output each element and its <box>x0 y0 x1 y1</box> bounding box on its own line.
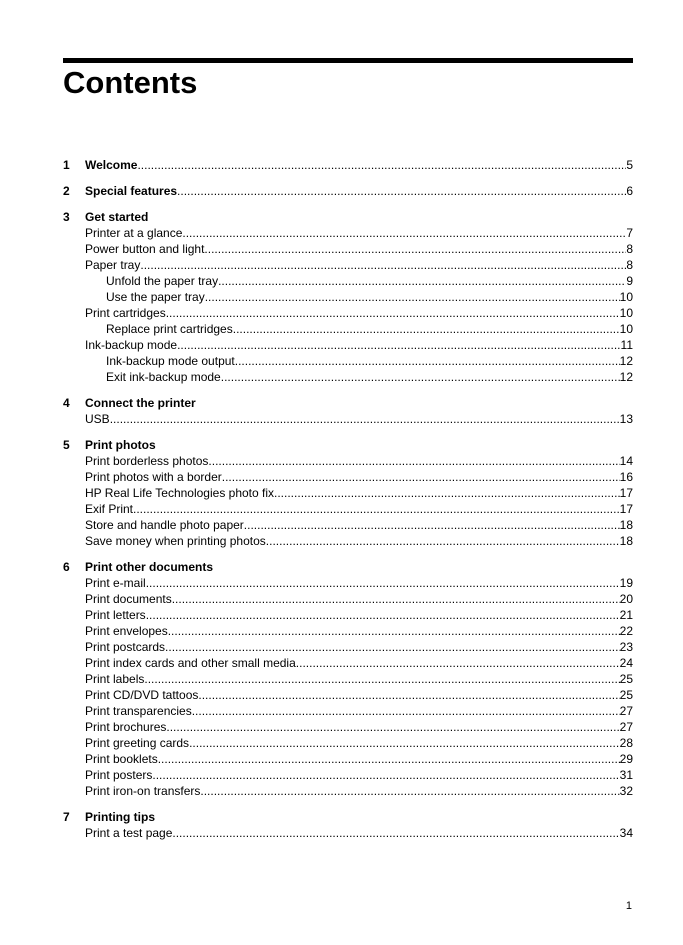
dot-leader <box>204 241 626 257</box>
toc-entry[interactable] <box>63 305 633 321</box>
entry-page-number: 29 <box>619 752 633 766</box>
chapter-heading[interactable] <box>63 395 633 411</box>
toc-entry[interactable] <box>63 289 633 305</box>
toc-entry[interactable] <box>63 485 633 501</box>
toc-entry[interactable] <box>63 703 633 719</box>
toc-entry[interactable] <box>63 639 633 655</box>
dot-leader <box>274 485 620 501</box>
chapter-title: Welcome <box>85 158 138 172</box>
entry-label: Ink-backup mode output <box>106 354 235 368</box>
chapter-page-number: 5 <box>626 158 633 172</box>
dot-leader <box>133 501 620 517</box>
toc-chapter <box>63 437 633 549</box>
toc-chapter <box>63 395 633 427</box>
chapter-number: 6 <box>63 560 70 574</box>
dot-leader <box>166 719 619 735</box>
dot-leader <box>296 655 620 671</box>
toc-entry[interactable] <box>63 735 633 751</box>
entry-label: Use the paper tray <box>106 290 205 304</box>
chapter-heading[interactable] <box>63 559 633 575</box>
entry-label: Print cartridges <box>85 306 166 320</box>
dot-leader <box>144 671 619 687</box>
dot-leader <box>172 591 620 607</box>
toc-entry[interactable] <box>63 825 633 841</box>
dot-leader <box>208 453 619 469</box>
dot-leader <box>168 623 620 639</box>
entry-label: USB <box>85 412 110 426</box>
toc-entry[interactable] <box>63 687 633 703</box>
dot-leader <box>221 369 620 385</box>
entry-label: Save money when printing photos <box>85 534 266 548</box>
dot-leader <box>152 767 619 783</box>
chapter-heading[interactable] <box>63 809 633 825</box>
dot-leader <box>177 337 620 353</box>
entry-label: Print index cards and other small media <box>85 656 296 670</box>
entry-page-number: 28 <box>619 736 633 750</box>
entry-page-number: 10 <box>619 306 633 320</box>
entry-page-number: 8 <box>626 258 633 272</box>
chapter-title: Printing tips <box>85 810 155 824</box>
entry-page-number: 25 <box>619 688 633 702</box>
entry-page-number: 20 <box>619 592 633 606</box>
chapter-heading[interactable] <box>63 157 633 173</box>
dot-leader <box>222 469 620 485</box>
entry-label: Print posters <box>85 768 153 782</box>
entry-page-number: 16 <box>619 470 633 484</box>
toc-entry[interactable] <box>63 321 633 337</box>
dot-leader <box>205 289 620 305</box>
entry-label: Print a test page <box>85 826 173 840</box>
toc-entry[interactable] <box>63 225 633 241</box>
entry-page-number: 31 <box>619 768 633 782</box>
page-title: Contents <box>63 65 198 100</box>
toc-entry[interactable] <box>63 241 633 257</box>
entry-page-number: 18 <box>619 534 633 548</box>
dot-leader <box>172 825 619 841</box>
toc-entry[interactable] <box>63 655 633 671</box>
entry-page-number: 17 <box>619 486 633 500</box>
entry-page-number: 12 <box>619 370 633 384</box>
toc-entry[interactable] <box>63 257 633 273</box>
entry-page-number: 12 <box>619 354 633 368</box>
page-number: 1 <box>625 900 632 912</box>
entry-label: Print borderless photos <box>85 454 209 468</box>
entry-page-number: 23 <box>619 640 633 654</box>
toc-entry[interactable] <box>63 517 633 533</box>
dot-leader <box>235 353 620 369</box>
toc-entry[interactable] <box>63 671 633 687</box>
entry-page-number: 19 <box>619 576 633 590</box>
dot-leader <box>189 735 620 751</box>
dot-leader <box>244 517 620 533</box>
chapter-number: 5 <box>63 438 70 452</box>
toc-entry[interactable] <box>63 469 633 485</box>
toc-entry[interactable] <box>63 273 633 289</box>
toc-chapter <box>63 559 633 799</box>
toc-entry[interactable] <box>63 353 633 369</box>
entry-label: Print iron-on transfers <box>85 784 201 798</box>
entry-page-number: 25 <box>619 672 633 686</box>
entry-page-number: 13 <box>619 412 633 426</box>
toc-entry[interactable] <box>63 575 633 591</box>
entry-page-number: 34 <box>619 826 633 840</box>
toc-entry[interactable] <box>63 751 633 767</box>
entry-page-number: 10 <box>619 290 633 304</box>
entry-label: Print postcards <box>85 640 166 654</box>
entry-page-number: 27 <box>619 720 633 734</box>
chapter-number: 4 <box>63 396 70 410</box>
entry-page-number: 14 <box>619 454 633 468</box>
entry-label: Print labels <box>85 672 145 686</box>
entry-label: HP Real Life Technologies photo fix <box>85 486 275 500</box>
entry-label: Store and handle photo paper <box>85 518 244 532</box>
dot-leader <box>198 687 619 703</box>
chapter-number: 1 <box>63 158 70 172</box>
toc-entry[interactable] <box>63 337 633 353</box>
chapter-heading[interactable] <box>63 437 633 453</box>
dot-leader <box>218 273 626 289</box>
toc-entry[interactable] <box>63 501 633 517</box>
toc-chapter <box>63 209 633 385</box>
toc-chapter <box>63 157 633 173</box>
entry-label: Replace print cartridges <box>106 322 233 336</box>
toc-entry[interactable] <box>63 623 633 639</box>
entry-page-number: 7 <box>626 226 633 240</box>
entry-label: Print brochures <box>85 720 167 734</box>
entry-label: Power button and light <box>85 242 205 256</box>
table-of-contents <box>63 157 633 851</box>
toc-entry[interactable] <box>63 719 633 735</box>
entry-label: Print envelopes <box>85 624 168 638</box>
entry-label: Print greeting cards <box>85 736 190 750</box>
dot-leader <box>166 305 620 321</box>
toc-entry[interactable] <box>63 453 633 469</box>
entry-page-number: 32 <box>619 784 633 798</box>
dot-leader <box>165 639 620 655</box>
dot-leader <box>137 157 626 173</box>
entry-page-number: 11 <box>620 338 633 352</box>
entry-label: Printer at a glance <box>85 226 183 240</box>
dot-leader <box>146 575 620 591</box>
toc-entry[interactable] <box>63 607 633 623</box>
entry-label: Exit ink-backup mode <box>106 370 221 384</box>
dot-leader <box>233 321 620 337</box>
entry-label: Unfold the paper tray <box>106 274 219 288</box>
entry-page-number: 17 <box>619 502 633 516</box>
chapter-heading[interactable] <box>63 183 633 199</box>
entry-label: Print e-mail <box>85 576 146 590</box>
toc-entry[interactable] <box>63 591 633 607</box>
chapter-title: Print other documents <box>85 560 214 574</box>
dot-leader <box>192 703 620 719</box>
toc-entry[interactable] <box>63 533 633 549</box>
chapter-title: Print photos <box>85 438 156 452</box>
toc-entry[interactable] <box>63 369 633 385</box>
toc-entry[interactable] <box>63 767 633 783</box>
dot-leader <box>266 533 620 549</box>
dot-leader <box>146 607 620 623</box>
chapter-number: 7 <box>63 810 70 824</box>
entry-label: Paper tray <box>85 258 141 272</box>
entry-label: Print photos with a border <box>85 470 222 484</box>
entry-page-number: 10 <box>619 322 633 336</box>
toc-entry[interactable] <box>63 411 633 427</box>
toc-chapter <box>63 183 633 199</box>
entry-label: Exif Print <box>85 502 134 516</box>
chapter-number: 3 <box>63 210 70 224</box>
entry-label: Print letters <box>85 608 146 622</box>
entry-label: Print CD/DVD tattoos <box>85 688 199 702</box>
entry-page-number: 22 <box>619 624 633 638</box>
dot-leader <box>182 225 626 241</box>
entry-page-number: 9 <box>626 274 633 288</box>
chapter-title: Connect the printer <box>85 396 196 410</box>
entry-page-number: 18 <box>619 518 633 532</box>
entry-label: Print booklets <box>85 752 158 766</box>
chapter-page-number: 6 <box>626 184 633 198</box>
chapter-number: 2 <box>63 184 70 198</box>
entry-label: Print transparencies <box>85 704 192 718</box>
dot-leader <box>200 783 619 799</box>
dot-leader <box>158 751 620 767</box>
chapter-title: Special features <box>85 184 178 198</box>
chapter-heading[interactable] <box>63 209 633 225</box>
chapter-title: Get started <box>85 210 149 224</box>
dot-leader <box>177 183 626 199</box>
dot-leader <box>110 411 620 427</box>
entry-page-number: 8 <box>626 242 633 256</box>
entry-label: Ink-backup mode <box>85 338 178 352</box>
entry-page-number: 27 <box>619 704 633 718</box>
toc-entry[interactable] <box>63 783 633 799</box>
toc-chapter <box>63 809 633 841</box>
entry-page-number: 21 <box>619 608 633 622</box>
dot-leader <box>140 257 626 273</box>
entry-page-number: 24 <box>619 656 633 670</box>
entry-label: Print documents <box>85 592 172 606</box>
